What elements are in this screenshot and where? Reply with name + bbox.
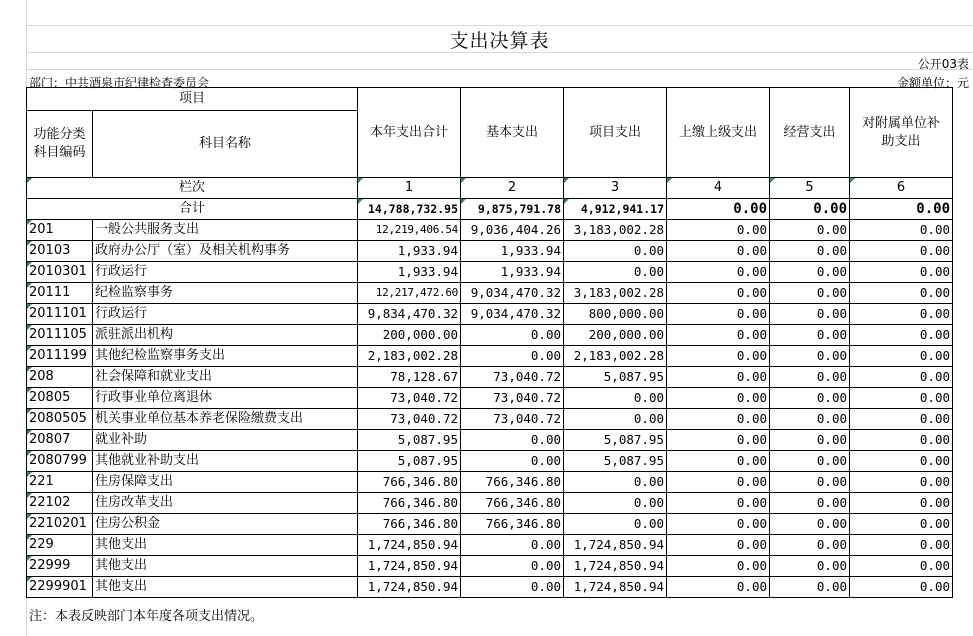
amount-unit-label: 金额单位：元 (896, 76, 969, 90)
amount-cell: 73,040.72 (358, 409, 461, 430)
amount-cell: 1,933.94 (358, 262, 461, 283)
amount-cell: 0.00 (667, 409, 770, 430)
subject-name-cell: 社会保障和就业支出 (93, 367, 358, 388)
amount-cell: 0.00 (850, 220, 953, 241)
func-code-cell: 2011105 (27, 325, 93, 346)
amount-cell: 73,040.72 (461, 367, 564, 388)
subject-name-cell: 行政运行 (93, 304, 358, 325)
amount-cell: 0.00 (850, 409, 953, 430)
amount-cell: 0.00 (850, 241, 953, 262)
amount-cell: 0.00 (667, 430, 770, 451)
amount-cell: 0.00 (461, 451, 564, 472)
amount-cell: 78,128.67 (358, 367, 461, 388)
column-number-label: 栏次 (27, 178, 358, 199)
subject-name-cell: 住房公积金 (93, 514, 358, 535)
amount-cell: 200,000.00 (564, 325, 667, 346)
amount-cell: 12,217,472.60 (358, 283, 461, 304)
subject-name-cell: 行政运行 (93, 262, 358, 283)
amount-cell: 1,724,850.94 (564, 577, 667, 598)
amount-cell: 766,346.80 (461, 493, 564, 514)
func-code-cell: 229 (27, 535, 93, 556)
amount-cell: 3,183,002.28 (564, 220, 667, 241)
amount-cell: 0.00 (667, 241, 770, 262)
subject-name-cell: 其他就业补助支出 (93, 451, 358, 472)
amount-cell: 800,000.00 (564, 304, 667, 325)
table-row (27, 346, 953, 367)
amount-cell: 1,933.94 (358, 241, 461, 262)
table-row (27, 556, 953, 577)
amount-cell: 0.00 (564, 388, 667, 409)
subject-name-cell: 政府办公厅（室）及相关机构事务 (93, 241, 358, 262)
amount-cell: 0.00 (564, 241, 667, 262)
table-row (27, 451, 953, 472)
amount-cell: 0.00 (850, 430, 953, 451)
table-row (27, 577, 953, 598)
header-subsidy: 对附属单位补助支出 (850, 88, 953, 178)
func-code-cell: 2010301 (27, 262, 93, 283)
amount-cell: 0.00 (461, 325, 564, 346)
amount-cell: 3,183,002.28 (564, 283, 667, 304)
subject-name-cell: 派驻派出机构 (93, 325, 358, 346)
column-number: 1 (358, 178, 461, 199)
amount-cell: 200,000.00 (358, 325, 461, 346)
amount-cell: 766,346.80 (461, 514, 564, 535)
table-row (27, 535, 953, 556)
page-title: 支出决算表 (449, 30, 550, 52)
total-cell: 9,875,791.78 (461, 199, 564, 220)
func-code-cell: 2011101 (27, 304, 93, 325)
total-cell: 0.00 (770, 199, 850, 220)
column-number: 6 (850, 178, 953, 199)
amount-cell: 0.00 (667, 493, 770, 514)
amount-cell: 0.00 (770, 388, 850, 409)
amount-cell: 2,183,002.28 (564, 346, 667, 367)
amount-cell: 0.00 (667, 577, 770, 598)
subject-name-cell: 其他支出 (93, 577, 358, 598)
total-cell: 14,788,732.95 (358, 199, 461, 220)
subject-name-cell: 其他支出 (93, 535, 358, 556)
total-cell: 4,912,941.17 (564, 199, 667, 220)
func-code-cell: 208 (27, 367, 93, 388)
amount-cell: 0.00 (461, 577, 564, 598)
func-code-cell: 2011199 (27, 346, 93, 367)
total-row (27, 199, 953, 220)
func-code-cell: 20103 (27, 241, 93, 262)
table-row (27, 220, 953, 241)
amount-cell: 0.00 (770, 409, 850, 430)
amount-cell: 0.00 (770, 430, 850, 451)
func-code-cell: 20111 (27, 283, 93, 304)
table-row (27, 367, 953, 388)
func-code-cell: 201 (27, 220, 93, 241)
amount-cell: 0.00 (850, 577, 953, 598)
department-label: 部门：中共酒泉市纪律检查委员会 (29, 76, 210, 90)
amount-cell: 0.00 (770, 493, 850, 514)
amount-cell: 0.00 (770, 241, 850, 262)
amount-cell: 766,346.80 (358, 472, 461, 493)
amount-cell: 5,087.95 (358, 451, 461, 472)
header-project: 项目支出 (564, 88, 667, 178)
amount-cell: 0.00 (667, 220, 770, 241)
amount-cell: 0.00 (461, 556, 564, 577)
amount-cell: 73,040.72 (461, 409, 564, 430)
amount-cell: 1,724,850.94 (358, 577, 461, 598)
amount-cell: 0.00 (770, 220, 850, 241)
subject-name-cell: 一般公共服务支出 (93, 220, 358, 241)
table-row (27, 493, 953, 514)
amount-cell: 2,183,002.28 (358, 346, 461, 367)
amount-cell: 0.00 (667, 304, 770, 325)
header-item: 项目 (27, 88, 358, 111)
amount-cell: 0.00 (770, 346, 850, 367)
amount-cell: 1,724,850.94 (564, 556, 667, 577)
table-row (27, 283, 953, 304)
amount-cell: 0.00 (850, 262, 953, 283)
table-row (27, 262, 953, 283)
total-label: 合计 (27, 199, 358, 220)
column-number: 5 (770, 178, 850, 199)
amount-cell: 0.00 (564, 493, 667, 514)
amount-cell: 5,087.95 (564, 367, 667, 388)
table-row (27, 409, 953, 430)
amount-cell: 9,034,470.32 (461, 304, 564, 325)
amount-cell: 73,040.72 (461, 388, 564, 409)
gridline (26, 69, 973, 70)
amount-cell: 0.00 (667, 535, 770, 556)
table-row (27, 514, 953, 535)
func-code-cell: 22999 (27, 556, 93, 577)
amount-cell: 12,219,406.54 (358, 220, 461, 241)
func-code-cell: 221 (27, 472, 93, 493)
amount-cell: 1,933.94 (461, 241, 564, 262)
column-number: 4 (667, 178, 770, 199)
subject-name-cell: 机关事业单位基本养老保险缴费支出 (93, 409, 358, 430)
amount-cell: 0.00 (461, 430, 564, 451)
subject-name-cell: 纪检监察事务 (93, 283, 358, 304)
amount-cell: 0.00 (667, 262, 770, 283)
amount-cell: 9,036,404.26 (461, 220, 564, 241)
amount-cell: 0.00 (770, 262, 850, 283)
amount-cell: 0.00 (461, 346, 564, 367)
header-total: 本年支出合计 (358, 88, 461, 178)
amount-cell: 0.00 (850, 283, 953, 304)
amount-cell: 0.00 (850, 535, 953, 556)
func-code-cell: 2210201 (27, 514, 93, 535)
table-row (27, 472, 953, 493)
table-row (27, 325, 953, 346)
subject-name-cell: 其他纪检监察事务支出 (93, 346, 358, 367)
amount-cell: 1,933.94 (461, 262, 564, 283)
table-row (27, 388, 953, 409)
header-basic: 基本支出 (461, 88, 564, 178)
func-code-cell: 2299901 (27, 577, 93, 598)
amount-cell: 9,834,470.32 (358, 304, 461, 325)
amount-cell: 5,087.95 (564, 430, 667, 451)
func-code-cell: 22102 (27, 493, 93, 514)
column-number: 3 (564, 178, 667, 199)
func-code-cell: 20807 (27, 430, 93, 451)
amount-cell: 766,346.80 (461, 472, 564, 493)
amount-cell: 0.00 (770, 283, 850, 304)
amount-cell: 0.00 (850, 556, 953, 577)
form-number: 公开03表 (917, 57, 969, 71)
amount-cell: 766,346.80 (358, 514, 461, 535)
amount-cell: 0.00 (667, 283, 770, 304)
header-business: 经营支出 (770, 88, 850, 178)
amount-cell: 0.00 (770, 367, 850, 388)
amount-cell: 1,724,850.94 (358, 535, 461, 556)
amount-cell: 0.00 (850, 451, 953, 472)
amount-cell: 1,724,850.94 (358, 556, 461, 577)
total-cell: 0.00 (850, 199, 953, 220)
amount-cell: 0.00 (667, 367, 770, 388)
amount-cell: 0.00 (564, 262, 667, 283)
amount-cell: 0.00 (770, 304, 850, 325)
subject-name-cell: 行政事业单位离退休 (93, 388, 358, 409)
subject-name-cell: 就业补助 (93, 430, 358, 451)
table-note: 注：本表反映部门本年度各项支出情况。 (29, 609, 264, 624)
header-func-code: 功能分类科目编码 (27, 111, 93, 178)
subject-name-cell: 其他支出 (93, 556, 358, 577)
subject-name-cell: 住房改革支出 (93, 493, 358, 514)
amount-cell: 0.00 (770, 556, 850, 577)
amount-cell: 0.00 (850, 304, 953, 325)
column-number: 2 (461, 178, 564, 199)
amount-cell: 0.00 (461, 535, 564, 556)
table-row (27, 241, 953, 262)
amount-cell: 1,724,850.94 (564, 535, 667, 556)
amount-cell: 766,346.80 (358, 493, 461, 514)
amount-cell: 0.00 (667, 346, 770, 367)
amount-cell: 0.00 (564, 514, 667, 535)
amount-cell: 5,087.95 (564, 451, 667, 472)
amount-cell: 0.00 (770, 451, 850, 472)
func-code-cell: 2080799 (27, 451, 93, 472)
amount-cell: 0.00 (667, 451, 770, 472)
total-cell: 0.00 (667, 199, 770, 220)
amount-cell: 0.00 (667, 514, 770, 535)
amount-cell: 0.00 (770, 577, 850, 598)
amount-cell: 0.00 (850, 493, 953, 514)
func-code-cell: 20805 (27, 388, 93, 409)
func-code-cell: 2080505 (27, 409, 93, 430)
amount-cell: 0.00 (770, 535, 850, 556)
amount-cell: 0.00 (850, 346, 953, 367)
amount-cell: 0.00 (564, 409, 667, 430)
expenditure-table (26, 87, 953, 598)
amount-cell: 0.00 (850, 514, 953, 535)
amount-cell: 0.00 (770, 325, 850, 346)
subject-name-cell: 住房保障支出 (93, 472, 358, 493)
amount-cell: 73,040.72 (358, 388, 461, 409)
table-row (27, 430, 953, 451)
table-row (27, 304, 953, 325)
amount-cell: 0.00 (770, 514, 850, 535)
header-upper: 上缴上级支出 (667, 88, 770, 178)
amount-cell: 5,087.95 (358, 430, 461, 451)
amount-cell: 0.00 (850, 325, 953, 346)
amount-cell: 0.00 (667, 388, 770, 409)
amount-cell: 0.00 (850, 367, 953, 388)
amount-cell: 0.00 (770, 472, 850, 493)
amount-cell: 0.00 (667, 556, 770, 577)
amount-cell: 9,034,470.32 (461, 283, 564, 304)
amount-cell: 0.00 (850, 472, 953, 493)
amount-cell: 0.00 (667, 325, 770, 346)
amount-cell: 0.00 (850, 388, 953, 409)
header-subject-name: 科目名称 (93, 111, 358, 178)
amount-cell: 0.00 (564, 472, 667, 493)
amount-cell: 0.00 (667, 472, 770, 493)
